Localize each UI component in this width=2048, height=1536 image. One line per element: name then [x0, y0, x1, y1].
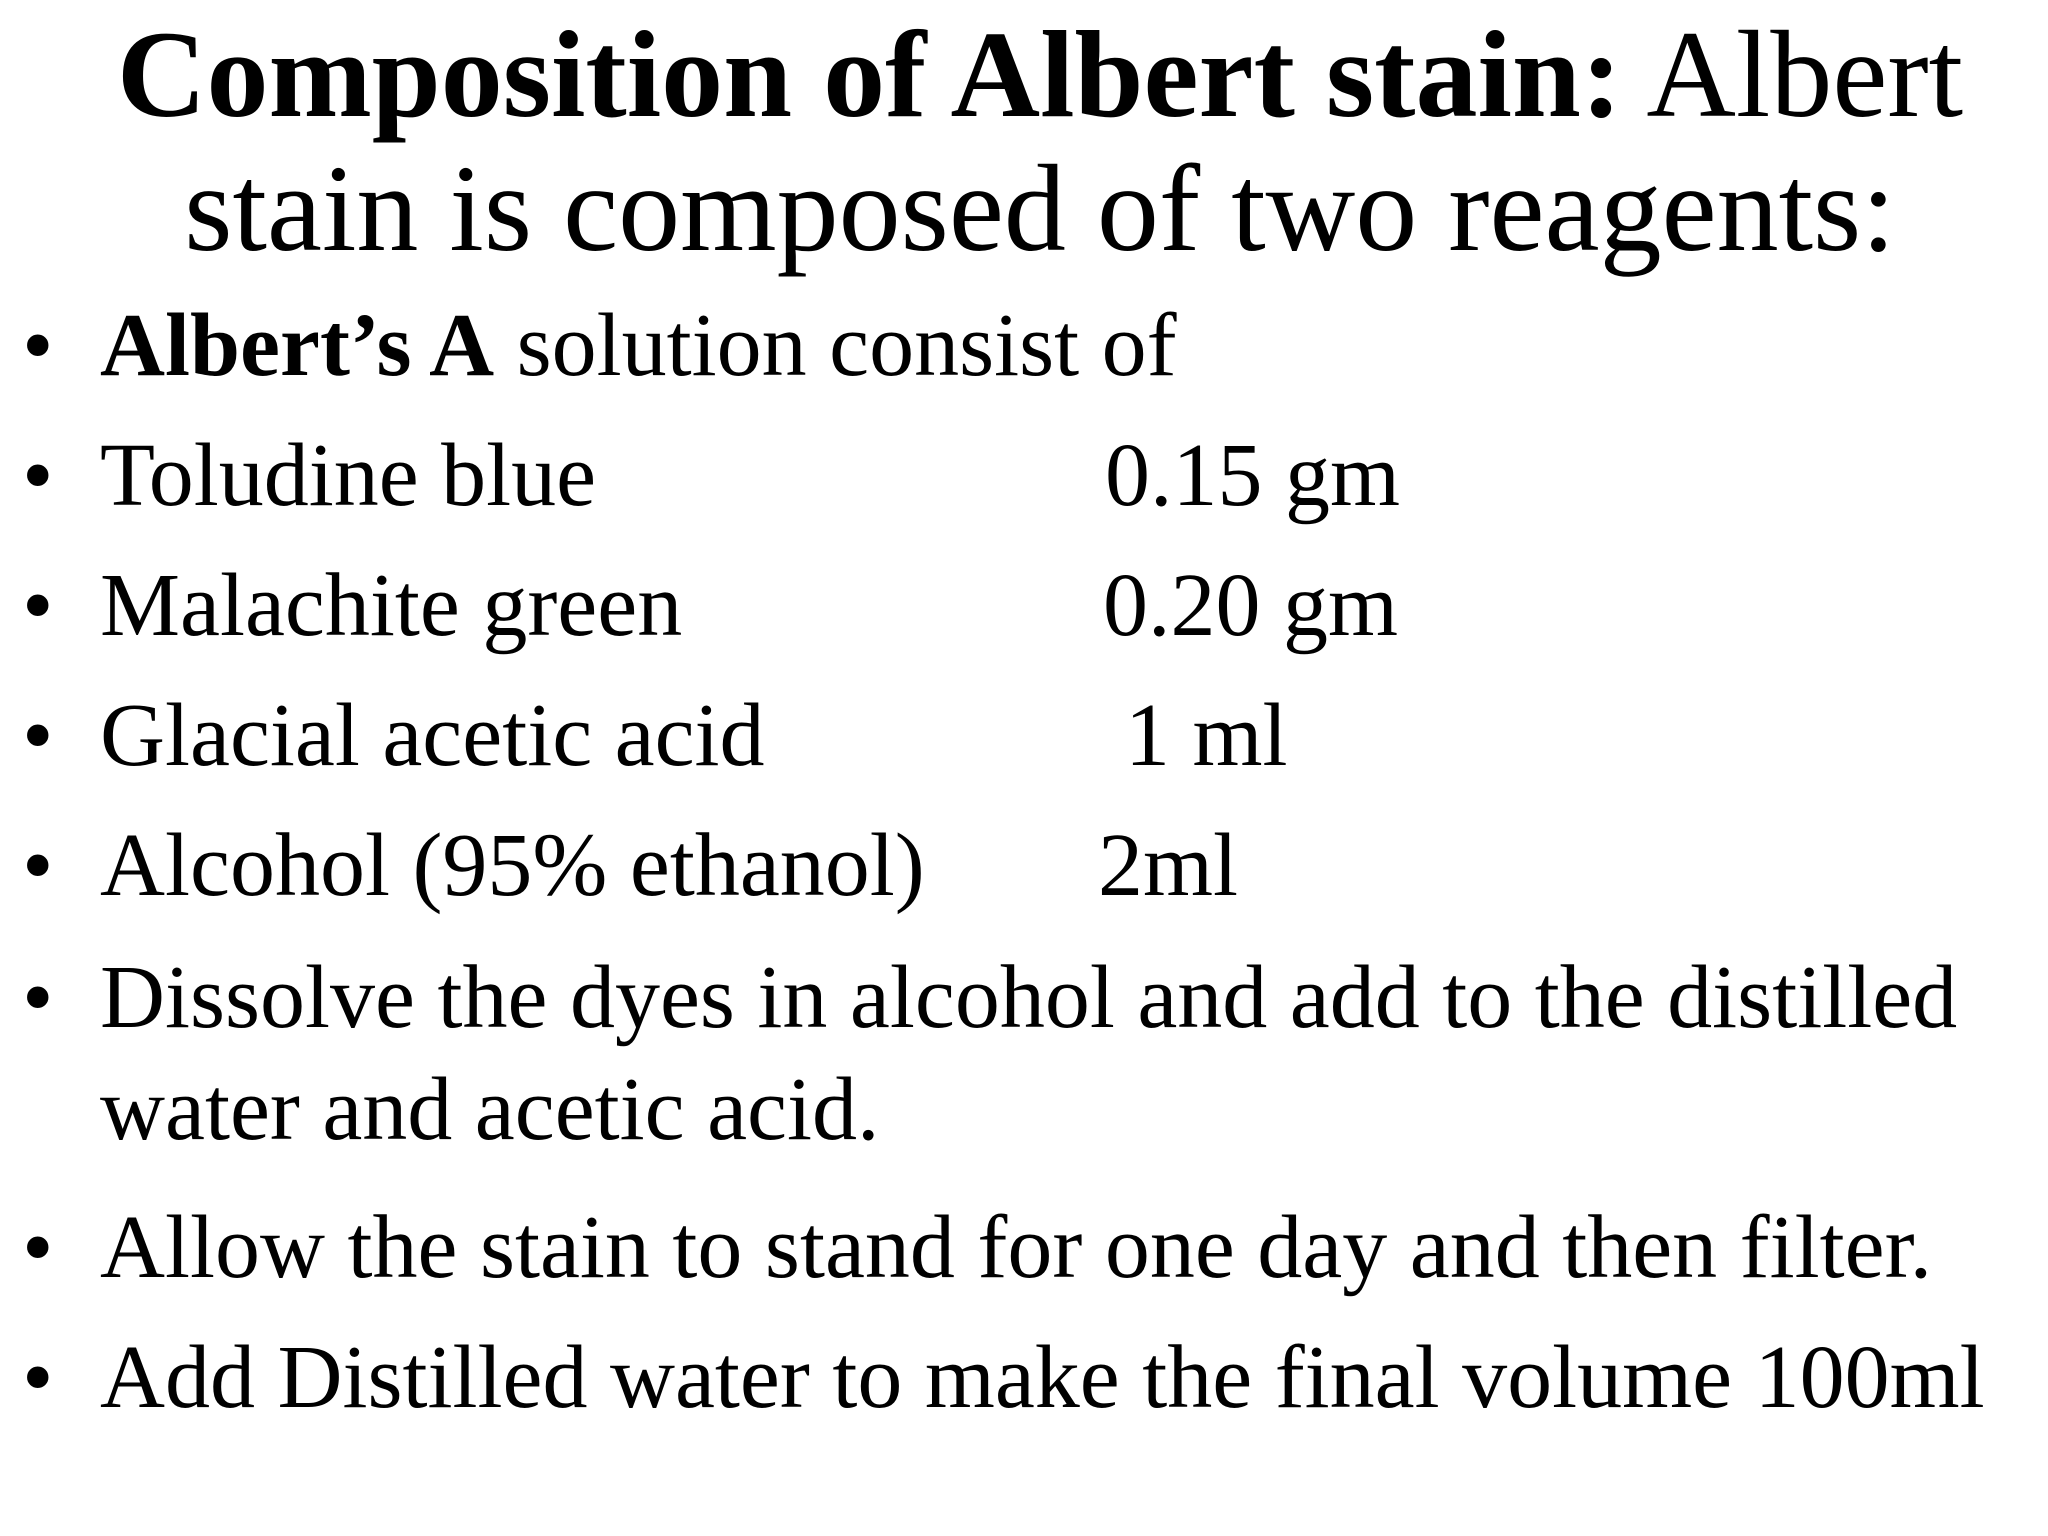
bullet-dot: • [22, 816, 54, 915]
ingredient-amount: 0.15 gm [1105, 426, 1401, 525]
ingredient-amount: 2ml [1098, 816, 1239, 915]
ingredient-amount: 1 ml [1125, 686, 1288, 785]
ingredient-amount: 0.20 gm [1103, 556, 1399, 655]
bullet-dot: • [22, 556, 54, 655]
bullet-dot: • [22, 426, 54, 525]
ingredient-name: Malachite green [100, 556, 683, 655]
bullet-dot: • [22, 686, 54, 785]
bullet-dot: • [22, 296, 54, 395]
slide-title [100, 8, 1980, 276]
bullet-dot: • [22, 948, 54, 1047]
bullet-dot: • [22, 1328, 54, 1427]
title-rest-part: Albert stain is composed of two reagents: [184, 6, 1964, 277]
albert-a-label: Albert’s A [100, 296, 495, 395]
ingredient-name: Toludine blue [100, 426, 597, 525]
step-text: Add Distilled water to make the final volume 100ml [100, 1328, 1985, 1427]
step-item [0, 942, 2040, 1182]
ingredient-name: Glacial acetic acid [100, 686, 765, 785]
albert-a-rest: solution consist of [494, 296, 1177, 395]
bullet-dot: • [22, 1198, 54, 1297]
title-bold-part: Composition of Albert stain: [116, 6, 1623, 143]
step-text: Allow the stain to stand for one day and then filter. [100, 1198, 1933, 1297]
step-text: Dissolve the dyes in alcohol and add to the distilled water and acetic acid. [100, 948, 1958, 1159]
ingredient-name: Alcohol (95% ethanol) [100, 816, 925, 915]
bullet-text [100, 290, 1177, 402]
